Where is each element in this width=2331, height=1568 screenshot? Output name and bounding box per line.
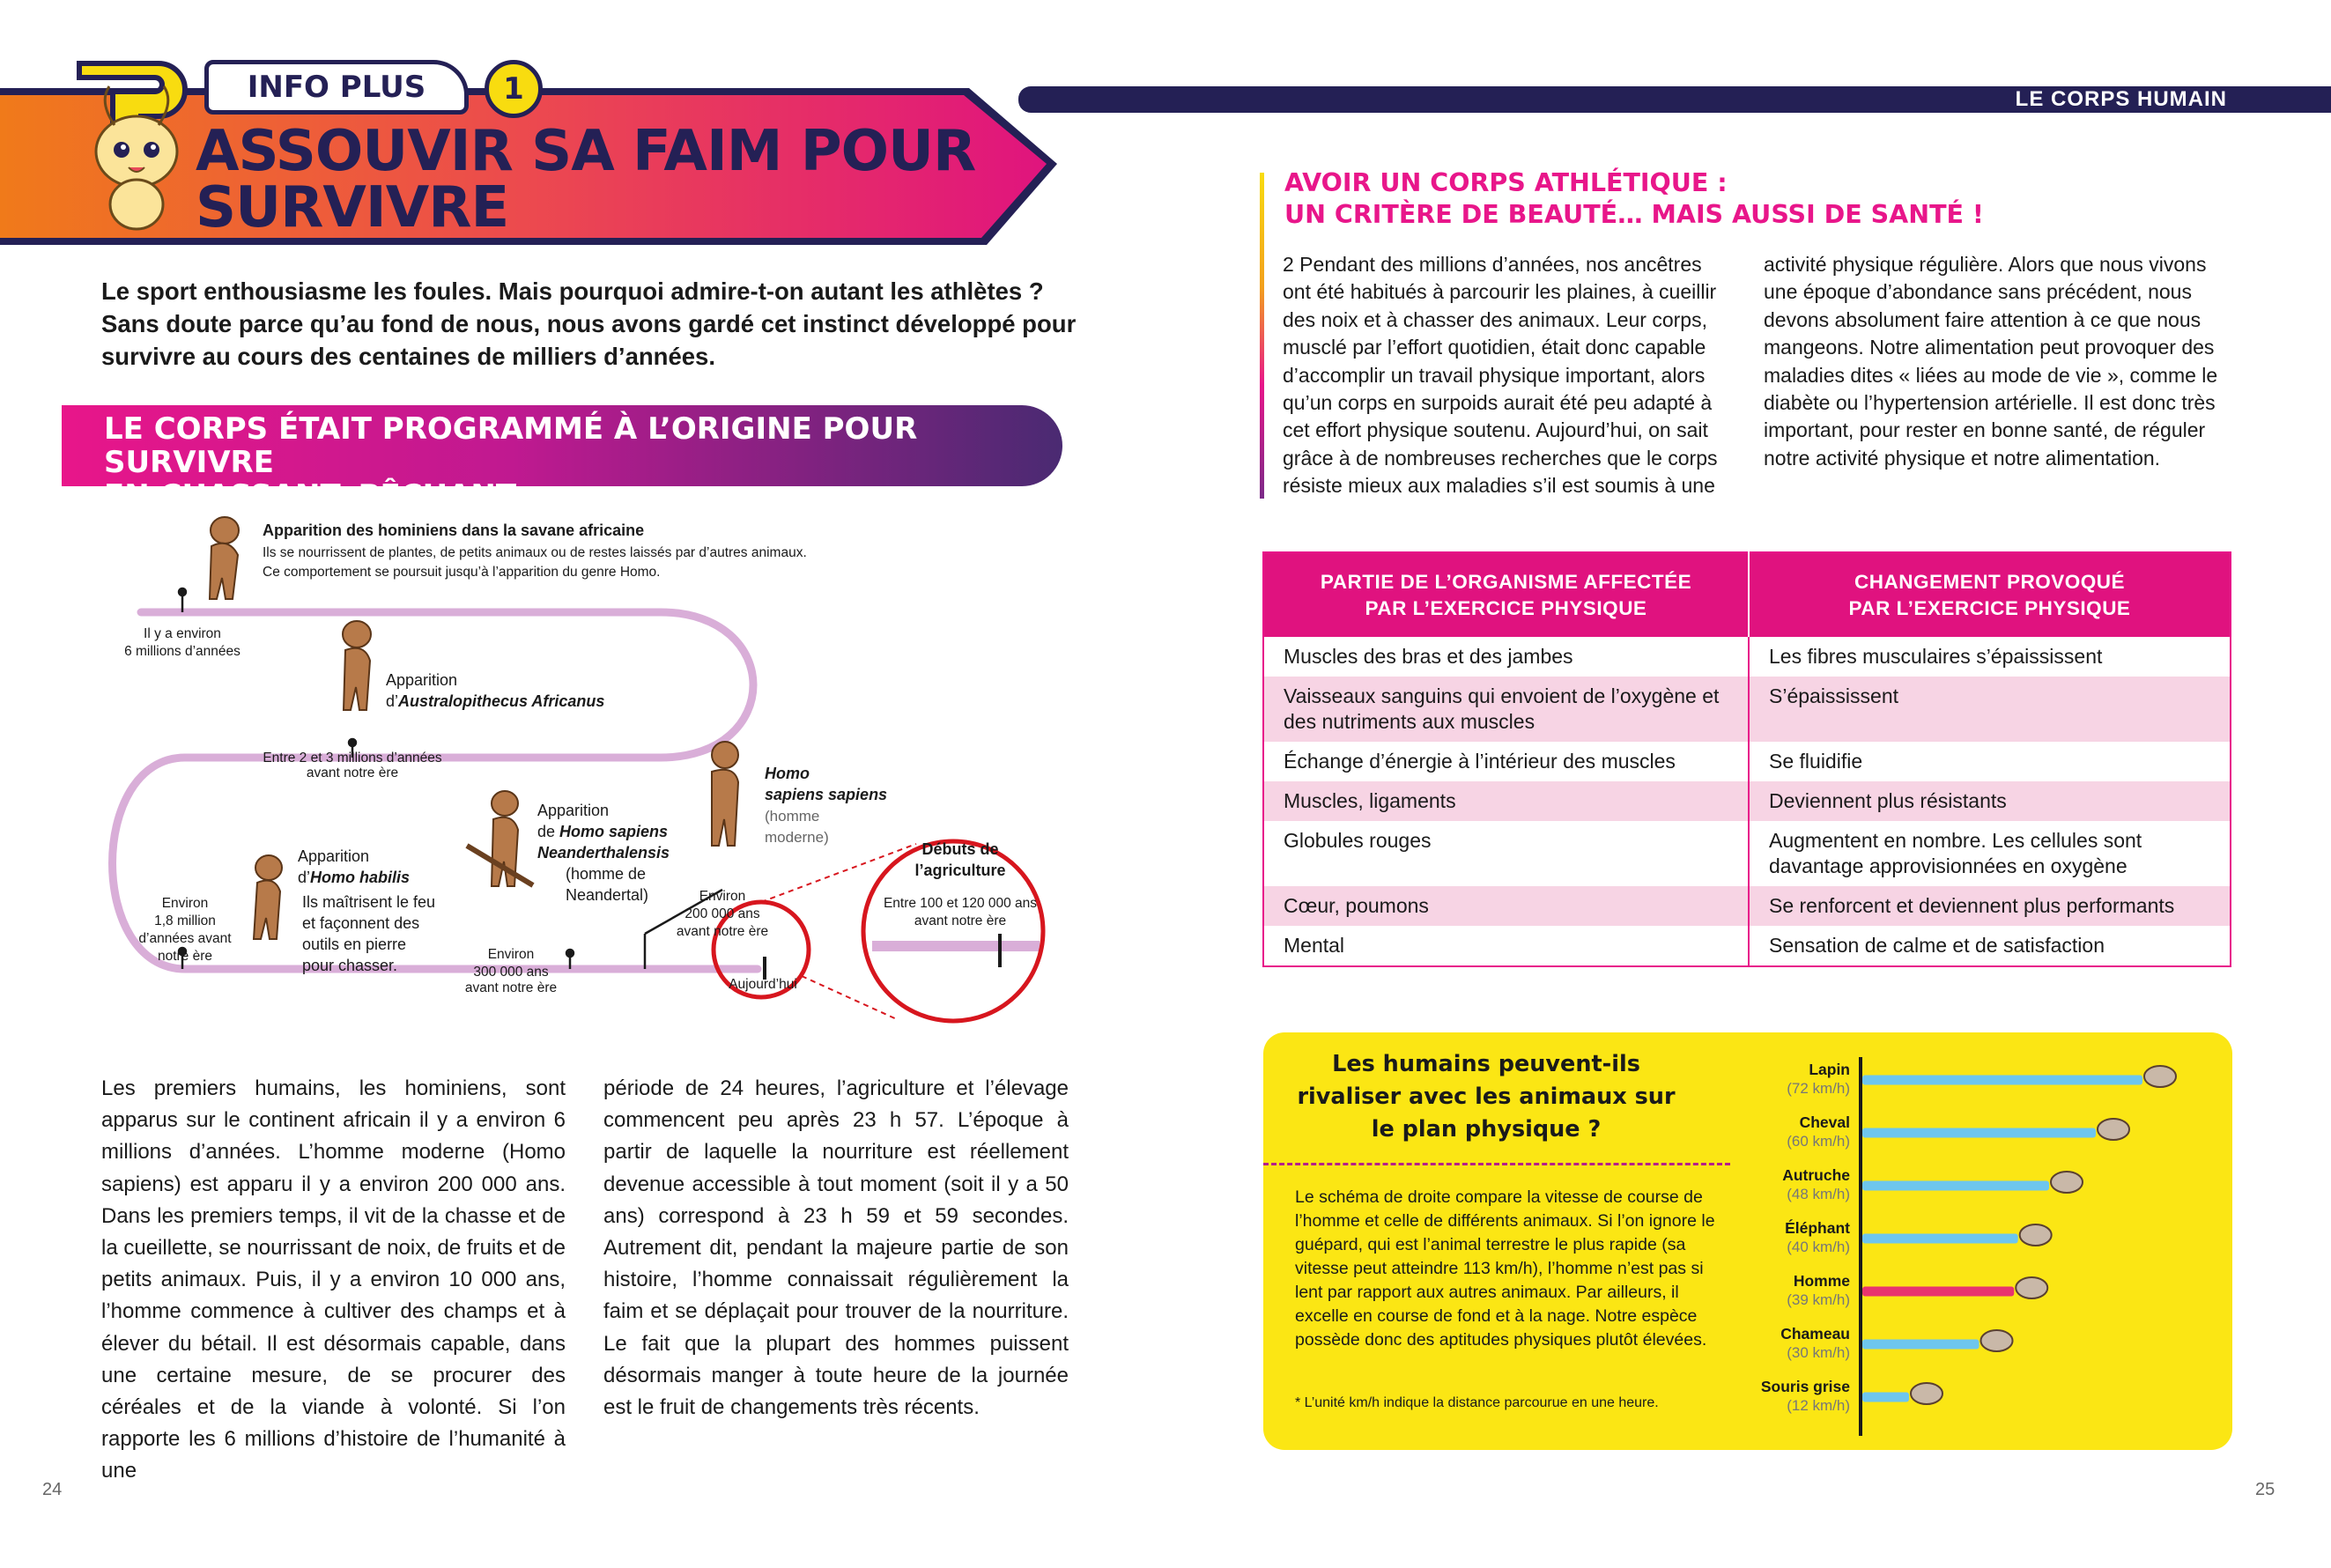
agriculture-date-2: avant notre ère — [914, 913, 1007, 928]
table-row: Échange d’énergie à l’intérieur des muscles Se fluidifie — [1263, 742, 2231, 781]
right-text-col-b: activité physique régulière. Alors que nous vivons une époque d’abondance sans précédent, nous devons absolument faire attention à ce que nous mangeons. Notre alimentation peut provoquer des maladies dites « liées au mode de vie », comme le diabète ou l’hypertension artérielle. Il est donc très important, pour rester en bonne santé, de réguler notre activité physique et notre alimentation. — [1764, 253, 2218, 470]
dashed-divider — [1263, 1163, 1730, 1165]
e3-title-2: d’Homo habilis — [298, 869, 411, 886]
speed-bar — [1862, 1393, 1909, 1402]
speed-question: Les humains peuvent-ils rivaliser avec les animaux sur le plan physique ? — [1297, 1051, 1676, 1143]
right-text-col-a: 2 Pendant des millions d’années, nos ancêtres ont été habitués à parcourir les plaines, à cueillir des noix et à chasser des animaux. Leur corps, musclé par l’effort quotidien, était donc capable d’accomplir un travail physique important, alors qu’un corps en surpoids aurait été peu adapté à cet effort physique soutenu. Aujourd’hui, on sait grâce à de nombreuses recherches que le corps résiste mieux aux maladies s’il est soumis à une — [1283, 253, 1718, 498]
speed-value: (39 km/h) — [1787, 1291, 1850, 1308]
speed-label: Souris grise — [1760, 1378, 1850, 1395]
title-line-1: ASSOUVIR SA FAIM POUR — [196, 119, 976, 184]
e5-alt-2: moderne) — [765, 829, 829, 846]
speed-chart — [1744, 1048, 2220, 1436]
e3-desc-2: et façonnent des — [302, 914, 420, 932]
speed-bar — [1862, 1234, 2018, 1244]
e1-desc-2: Ce comportement se poursuit jusqu’à l’apparition du genre Homo. — [263, 565, 661, 580]
hominid-figures — [210, 517, 738, 939]
table-row: Cœur, poumons Se renforcent et deviennent plus performants — [1263, 886, 2231, 926]
page-number-right: 25 — [2255, 1480, 2276, 1499]
speed-label: Autruche — [1782, 1166, 1850, 1184]
e1-desc-1: Ils se nourrissent de plantes, de petits animaux ou de restes laissés par d’autres animaux. — [263, 545, 807, 560]
chapter-label: LE CORPS HUMAIN — [2015, 87, 2227, 111]
animal-icon — [2051, 1172, 2083, 1193]
table-row: Vaisseaux sanguins qui envoient de l’oxygène et des nutriments aux muscles S’épaississent — [1263, 677, 2231, 742]
table-header-row — [1263, 552, 2231, 637]
exercise-effects-table — [1262, 551, 2231, 967]
info-plus-tab: INFO PLUS — [204, 60, 469, 115]
e2-title-1: Apparition — [386, 671, 458, 689]
title-line-2: SURVIVRE — [196, 175, 509, 240]
speed-bar — [1862, 1128, 2096, 1138]
e4-date-2: 300 000 ans — [473, 965, 549, 980]
right-heading — [1284, 167, 2253, 231]
page-title — [196, 119, 988, 240]
agriculture-title-2: l’agriculture — [914, 862, 1006, 879]
e5-name-1: Homo — [765, 765, 810, 782]
speed-bar — [1862, 1181, 2049, 1191]
e5-alt-1: (homme — [765, 808, 820, 825]
e4-title-2: de Homo sapiens — [537, 823, 669, 840]
page-number-left: 24 — [42, 1480, 63, 1499]
speed-note: * L’unité km/h indique la distance parcourue en une heure. — [1295, 1395, 1659, 1410]
speed-value: (12 km/h) — [1787, 1397, 1850, 1414]
table-header-part: PARTIE DE L’ORGANISME AFFECTÉE PAR L’EXERCICE PHYSIQUE — [1263, 552, 1749, 637]
animal-icon — [1911, 1383, 1942, 1404]
table-header-change: CHANGEMENT PROVOQUÉ PAR L’EXERCICE PHYSIQUE — [1749, 552, 2231, 637]
e3-date-3: d’années avant — [138, 931, 232, 946]
e2-title-2: d’Australopithecus Africanus — [386, 692, 605, 710]
speed-label: Chameau — [1780, 1325, 1850, 1342]
speed-bar — [1862, 1287, 2014, 1297]
e1-date-2: 6 millions d’années — [124, 644, 240, 659]
agriculture-title-1: Débuts de — [921, 840, 999, 858]
section-title-line-1: LE CORPS ÉTAIT PROGRAMMÉ À L’ORIGINE POUR SURVIVRE — [104, 411, 918, 480]
e3-desc-1: Ils maîtrisent le feu — [302, 893, 436, 911]
speed-description: Le schéma de droite compare la vitesse de course de l’homme et celle de différents animaux. Si l’on ignore le guépard, qui est l’animal terrestre le plus rapide (sa vitesse peut atteindre 113 km/h), l’homme n’est pas si lent par rapport aux autres animaux. Par ailleurs, il excelle en course de fond et à la nage. Notre espèce possède donc des aptitudes physiques plutôt élevées. — [1295, 1187, 1715, 1350]
speed-value: (40 km/h) — [1787, 1239, 1850, 1255]
chapter-number-badge: 1 — [485, 60, 543, 118]
e4-name: Neanderthalensis — [537, 844, 670, 862]
intro-paragraph: Le sport enthousiasme les foules. Mais pourquoi admire-t-on autant les athlètes ? Sans doute parce qu’au fond de nous, nous avons gardé cet instinct développé pour survivre au cours des centaines de milliers d’années. — [101, 277, 1077, 370]
table-row: Globules rouges Augmentent en nombre. Les cellules sont davantage approvisionnées en oxygène — [1263, 821, 2231, 886]
e3-date-2: 1,8 million — [154, 913, 216, 928]
e3-title-1: Apparition — [298, 847, 370, 865]
right-heading-line-1: AVOIR UN CORPS ATHLÉTIQUE : — [1284, 168, 1728, 197]
e5-date-3: avant notre ère — [676, 924, 769, 939]
agriculture-date-1: Entre 100 et 120 000 ans — [883, 896, 1038, 911]
e5-date-1: Environ — [699, 889, 746, 904]
speed-value: (72 km/h) — [1787, 1080, 1850, 1097]
e5-name-2: sapiens sapiens — [765, 786, 888, 803]
e2-date-2: avant notre ère — [306, 766, 399, 780]
animal-icon — [2098, 1119, 2129, 1140]
right-heading-line-2: UN CRITÈRE DE BEAUTÉ… MAIS AUSSI DE SANTÉ ! — [1284, 200, 1984, 229]
e5-date-2: 200 000 ans — [684, 906, 760, 921]
table-row: Mental Sensation de calme et de satisfaction — [1263, 926, 2231, 966]
e2-date-1: Entre 2 et 3 millions d’années — [263, 751, 442, 766]
speed-label: Cheval — [1799, 1113, 1850, 1131]
e3-desc-3: outils en pierre — [302, 936, 407, 953]
table-row: Muscles des bras et des jambes Les fibres musculaires s’épaississent — [1263, 637, 2231, 677]
today-label: Aujourd’hui — [729, 977, 797, 992]
e4-title-1: Apparition — [537, 802, 610, 819]
speed-label: Éléphant — [1785, 1219, 1850, 1237]
e1-title: Apparition des hominiens dans la savane africaine — [263, 521, 645, 539]
speed-value: (48 km/h) — [1787, 1186, 1850, 1202]
speed-bar — [1862, 1076, 2142, 1085]
speed-value: (30 km/h) — [1787, 1344, 1850, 1361]
e3-date-1: Environ — [161, 896, 209, 911]
body-text-left: Les premiers humains, les hominiens, sont apparus sur le continent africain il y a environ 6 millions d’années. L’homme moderne (Homo sapiens) est apparu il y a environ 200 000 ans. Dans les premiers temps, il vit de la chasse et de la cueillette, se nourrissant de noix, de fruits et de petits animaux. Puis, il y a environ 10 000 ans, l’homme commence à cultiver des champs et à élever du bétail. Il est désormais capable, dans une certaine mesure, de se procurer des céréales et de la viande à volonté. Si l’on rapporte les 6 millions d’histoire de l’humanité à une — [101, 1076, 566, 1483]
animal-icon — [2016, 1277, 2047, 1298]
animal-icon — [2020, 1224, 2052, 1246]
table-row: Muscles, ligaments Deviennent plus résistants — [1263, 781, 2231, 821]
animal-icon — [1981, 1330, 2013, 1351]
e3-date-4: notre ère — [157, 949, 213, 964]
evolution-timeline — [53, 493, 1092, 1057]
e4-alt-1: (homme de — [566, 865, 647, 883]
e4-date-3: avant notre ère — [464, 980, 558, 995]
body-text-right: période de 24 heures, l’agriculture et l’élevage commencent peu après 23 h 57. L’époque à partir de laquelle la nourriture est réellement devenue accessible à tout moment (soit il y a 50 ans) correspond à 23 h 59 et 59 secondes. Autrement dit, pendant la majeure partie de son histoire, l’homme connaissait régulièrement la faim et se déplaçait pour trouver de la nourriture. Le fait que la plupart des hommes puissent désormais manger à toute heure de la journée est le fruit de changements très récents. — [603, 1076, 1069, 1420]
e1-date-1: Il y a environ — [144, 626, 221, 641]
speed-label: Homme — [1793, 1272, 1850, 1290]
e3-desc-4: pour chasser. — [302, 957, 398, 974]
animal-icon — [2144, 1066, 2176, 1087]
e4-date-1: Environ — [487, 947, 535, 962]
speed-label: Lapin — [1809, 1061, 1850, 1078]
speed-value: (60 km/h) — [1787, 1133, 1850, 1150]
agriculture-bar — [872, 941, 1040, 951]
e4-alt-2: Neandertal) — [566, 886, 649, 904]
section-title-line-2: EN CHASSANT, PÊCHANT… — [104, 478, 547, 514]
accent-side-bar — [1260, 173, 1264, 499]
speed-bar — [1862, 1340, 1980, 1350]
